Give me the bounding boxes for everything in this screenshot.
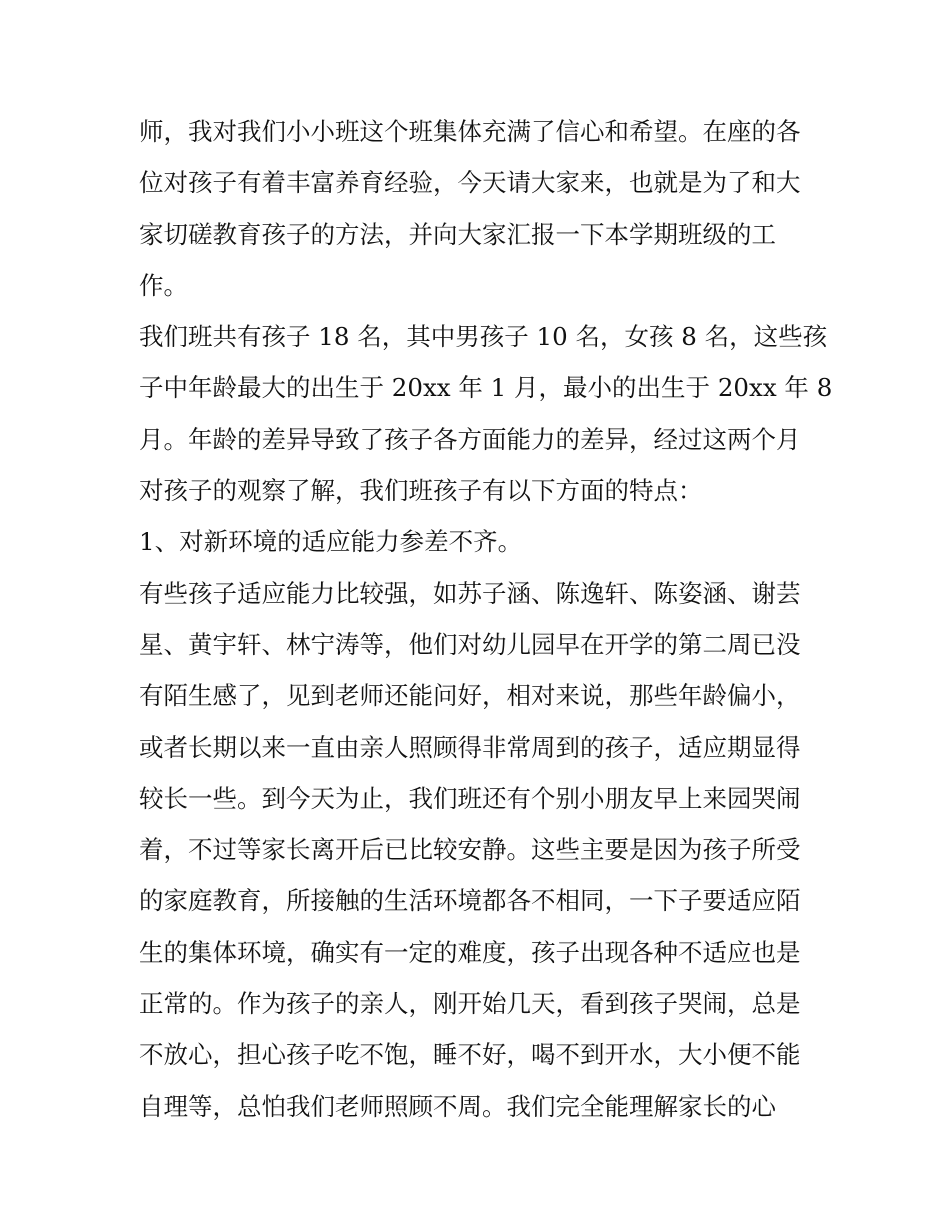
- text-line: 我们班共有孩子 18 名，其中男孩子 10 名，女孩 8 名，这些孩: [139, 322, 828, 352]
- text-line: 较长一些。到今天为止，我们班还有个别小朋友早上来园哭闹: [139, 783, 801, 813]
- text-line: 月。年龄的差异导致了孩子各方面能力的差异，经过这两个月: [139, 424, 801, 454]
- text-line: 自理等，总怕我们老师照顾不周。我们完全能理解家长的心: [139, 1091, 776, 1121]
- text-line: 有些孩子适应能力比较强，如苏子涵、陈逸轩、陈姿涵、谢芸: [139, 578, 801, 608]
- text-line: 师，我对我们小小班这个班集体充满了信心和希望。在座的各: [139, 117, 801, 146]
- text-line: 着，不过等家长离开后已比较安静。这些主要是因为孩子所受: [139, 835, 801, 865]
- text-line: 对孩子的观察了解，我们班孩子有以下方面的特点：: [139, 476, 703, 506]
- section-heading: 1、对新环境的适应能力参差不齐。: [139, 527, 523, 557]
- text-line: 的家庭教育，所接触的生活环境都各不相同，一下子要适应陌: [139, 886, 801, 916]
- text-line: 星、黄宇轩、林宁涛等，他们对幼儿园早在开学的第二周已没: [139, 629, 801, 659]
- text-line: 有陌生感了，见到老师还能问好，相对来说，那些年龄偏小，: [139, 681, 801, 711]
- text-line: 作。: [139, 270, 188, 300]
- text-line: 子中年龄最大的出生于 20xx 年 1 月，最小的出生于 20xx 年 8: [139, 373, 833, 403]
- text-line: 位对孩子有着丰富养育经验，今天请大家来，也就是为了和大: [139, 168, 801, 198]
- text-line: 生的集体环境，确实有一定的难度，孩子出现各种不适应也是: [139, 937, 801, 967]
- text-line: 家切磋教育孩子的方法，并向大家汇报一下本学期班级的工: [139, 219, 776, 249]
- body-text: [139, 106, 833, 1132]
- text-line: 或者长期以来一直由亲人照顾得非常周到的孩子，适应期显得: [139, 732, 801, 762]
- text-line: 不放心，担心孩子吃不饱，睡不好，喝不到开水，大小便不能: [139, 1040, 801, 1070]
- text-line: 正常的。作为孩子的亲人，刚开始几天，看到孩子哭闹，总是: [139, 989, 801, 1019]
